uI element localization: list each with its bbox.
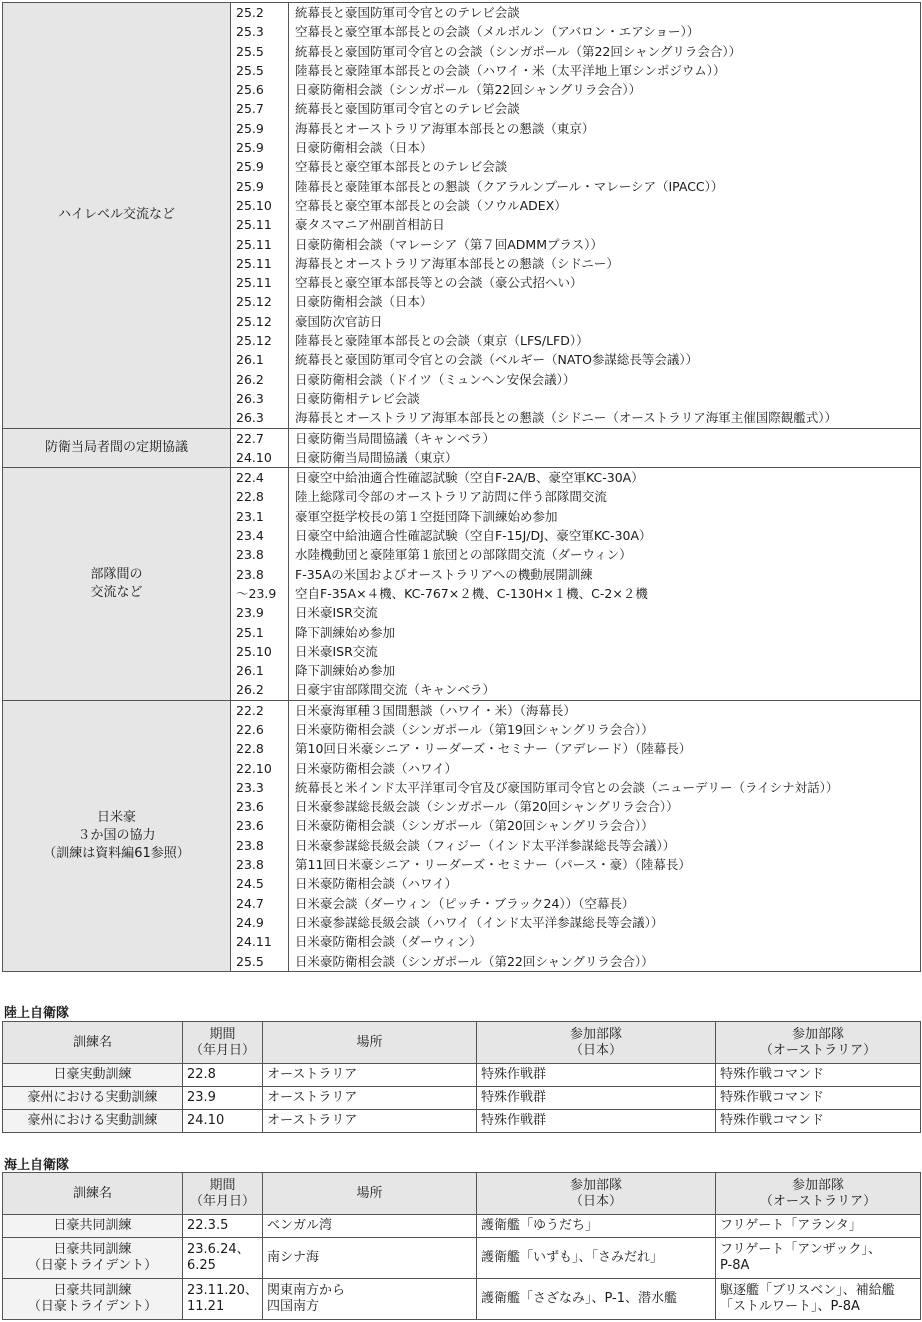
- entry-description: 日米豪防衛相会談（ハワイ）: [295, 760, 458, 776]
- entry-description: 日米豪ISR交流: [295, 605, 378, 621]
- entry-date: 25.6: [236, 82, 264, 98]
- cell-period: 22.8: [183, 1064, 263, 1087]
- entry-date: 23.8: [236, 837, 264, 853]
- cell-units-jp: 護衛艦「ゆうだち」: [477, 1215, 716, 1238]
- entry-date: 23.4: [236, 528, 264, 544]
- training-row: [3, 1238, 921, 1279]
- entry-description: 陸幕長と豪陸軍本部長との会談（東京（LFS/LFD））: [295, 333, 589, 349]
- date-column: [231, 468, 289, 701]
- category-label: [3, 3, 231, 429]
- entry-date: 25.11: [236, 217, 272, 233]
- date-column: [231, 700, 289, 971]
- entry-description: 日米豪海軍種３国間懇談（ハワイ・米）（海幕長）: [295, 702, 576, 718]
- cell-place: ベンガル湾: [263, 1215, 477, 1238]
- entry-description: 日豪宇宙部隊間交流（キャンベラ）: [295, 682, 496, 698]
- header-units-australia-text: 参加部隊 （オーストラリア）: [759, 1026, 877, 1058]
- entry-date: 25.10: [236, 643, 272, 659]
- entry-date: 25.11: [236, 275, 272, 291]
- cell-period: 23.11.20、 11.21: [183, 1279, 263, 1320]
- cell-place: オーストラリア: [263, 1064, 477, 1087]
- entry-date: 23.6: [236, 799, 264, 815]
- entry-date: 25.9: [236, 140, 264, 156]
- entry-description: 統幕長と豪国防軍司令官との会談（ベルギー（NATO参謀総長等会議））: [295, 352, 699, 368]
- entry-date: 25.11: [236, 255, 272, 271]
- category-group: [3, 3, 921, 429]
- cell-place: 関東南方から 四国南方: [263, 1279, 477, 1320]
- entry-date: 26.3: [236, 410, 264, 426]
- header-period: [183, 1173, 263, 1215]
- entry-date: 23.8: [236, 547, 264, 563]
- cell-units-jp: 特殊作戦群: [477, 1110, 716, 1133]
- gsdf-section-title: 陸上自衛隊: [4, 1006, 70, 1021]
- entry-date: 25.5: [236, 43, 264, 59]
- category-label: [3, 428, 231, 468]
- category-label: [3, 468, 231, 701]
- category-group: [3, 700, 921, 971]
- entry-date: 25.5: [236, 953, 264, 969]
- entry-description: 豪国防次官訪日: [295, 313, 383, 329]
- entry-description: 空自F-35A×４機、KC-767×２機、C-130H×１機、C-2×２機: [295, 585, 648, 601]
- category-group: [3, 468, 921, 701]
- header-units-japan-text: 参加部隊 （日本）: [569, 1026, 622, 1058]
- entry-description: F-35Aの米国およびオーストラリアへの機動展開訓練: [295, 566, 593, 582]
- entry-description: 日豪防衛当局間協議（キャンベラ）: [295, 430, 496, 446]
- entry-description: 日豪防衛相会談（シンガポール（第22回シャングリラ会合））: [295, 82, 642, 98]
- training-row: [3, 1110, 921, 1133]
- header-period: [183, 1022, 263, 1064]
- entry-description: 日豪防衛相テレビ会談: [295, 390, 420, 406]
- entry-date: 22.8: [236, 489, 264, 505]
- header-units-australia: [716, 1022, 921, 1064]
- entry-date: 25.2: [236, 5, 264, 20]
- entry-date: 24.9: [236, 914, 264, 930]
- header-units-australia: [716, 1173, 921, 1215]
- entry-description: 日米豪防衛相会談（シンガポール（第22回シャングリラ会合））: [295, 953, 654, 969]
- cell-name: 日豪共同訓練: [3, 1215, 183, 1238]
- header-units-australia-text: 参加部隊 （オーストラリア）: [759, 1177, 877, 1209]
- description-column: [289, 700, 921, 971]
- entry-date: 25.10: [236, 197, 272, 213]
- header-units-japan: [477, 1022, 716, 1064]
- cell-name: 日豪共同訓練 （日豪トライデント）: [3, 1238, 183, 1279]
- entry-description: 降下訓練始め参加: [295, 624, 396, 640]
- entry-date: 23.8: [236, 566, 264, 582]
- entry-date: 25.12: [236, 313, 272, 329]
- entry-date: 22.2: [236, 702, 264, 718]
- description-column: [289, 428, 921, 468]
- entry-description: 日豪防衛相会談（マレーシア（第７回ADMMプラス））: [295, 236, 603, 252]
- cell-period: 23.6.24、 6.25: [183, 1238, 263, 1279]
- entry-date: ～23.9: [236, 585, 277, 601]
- entry-date: 25.1: [236, 624, 264, 640]
- description-column: [289, 3, 921, 429]
- entry-description: 統幕長と米インド太平洋軍司令官及び豪国防軍司令官との会談（ニューデリー（ライシナ対話））: [295, 779, 839, 795]
- entry-description: 日豪空中給油適合性確認試験（空自F-2A/B、豪空軍KC-30A）: [295, 470, 644, 486]
- entry-description: 海幕長とオーストラリア海軍本部長との懇談（東京）: [295, 120, 595, 136]
- entry-description: 豪タスマニア州副首相訪日: [295, 217, 445, 233]
- entry-description: 第10回日米豪シニア・リーダーズ・セミナー（アデレード）（陸幕長）: [295, 741, 692, 757]
- entry-date: 24.10: [236, 449, 272, 465]
- entry-description: 海幕長とオーストラリア海軍本部長との懇談（シドニー）: [295, 255, 619, 271]
- header-training-name: 訓練名: [3, 1173, 183, 1215]
- cell-name: 豪州における実動訓練: [3, 1110, 183, 1133]
- entry-date: 23.9: [236, 605, 264, 621]
- cell-units-au: 駆逐艦「ブリスベン」、補給艦 「ストルワート」、P-8A: [716, 1279, 921, 1320]
- entry-date: 26.1: [236, 352, 264, 368]
- entry-description: 降下訓練始め参加: [295, 663, 396, 679]
- entry-description: 日豪防衛当局間協議（東京）: [295, 449, 458, 465]
- entry-description: 海幕長とオーストラリア海軍本部長との懇談（シドニー（オーストラリア海軍主催国際観艦式））: [295, 410, 838, 426]
- entry-date: 23.1: [236, 508, 264, 524]
- header-training-name: 訓練名: [3, 1022, 183, 1064]
- cell-units-au: 特殊作戦コマンド: [716, 1064, 921, 1087]
- entry-description: 日米豪参謀総長級会談（ハワイ（インド太平洋参謀総長等会議））: [295, 914, 664, 930]
- exchange-table: [2, 2, 921, 972]
- entry-description: 空幕長と豪空軍本部長との会談（メルボルン（アバロン・エアショー））: [295, 24, 700, 40]
- entry-description: 日豪防衛相会談（ドイツ（ミュンヘン安保会議））: [295, 371, 576, 387]
- entry-date: 26.2: [236, 371, 264, 387]
- msdf-section-title: 海上自衛隊: [4, 1158, 70, 1173]
- entry-description: 空幕長と豪空軍本部長との会談（ソウルADEX）: [295, 197, 567, 213]
- cell-place: オーストラリア: [263, 1110, 477, 1133]
- entry-date: 26.1: [236, 663, 264, 679]
- header-units-japan-text: 参加部隊 （日本）: [569, 1177, 622, 1209]
- header-period-text: 期間 （年月日）: [189, 1177, 255, 1209]
- entry-description: 日米豪防衛相会談（ハワイ）: [295, 876, 458, 892]
- entry-date: 24.11: [236, 934, 272, 950]
- cell-period: 24.10: [183, 1110, 263, 1133]
- description-column: [289, 468, 921, 701]
- entry-description: 空幕長と豪空軍本部長等との会談（豪公式招へい）: [295, 275, 583, 291]
- cell-period: 23.9: [183, 1087, 263, 1110]
- cell-place: 南シナ海: [263, 1238, 477, 1279]
- category-label: [3, 700, 231, 971]
- header-units-japan: [477, 1173, 716, 1215]
- entry-description: 陸幕長と豪陸軍本部長との会談（ハワイ・米（太平洋地上軍シンポジウム））: [295, 62, 726, 78]
- training-row: [3, 1064, 921, 1087]
- cell-units-jp: 護衛艦「いずも」、「さみだれ」: [477, 1238, 716, 1279]
- entry-description: 日豪防衛相会談（日本）: [295, 140, 433, 156]
- training-row: [3, 1215, 921, 1238]
- entry-description: 日米豪防衛相会談（ダーウィン）: [295, 934, 482, 950]
- header-period-text: 期間 （年月日）: [189, 1026, 255, 1058]
- gsdf-training-table: [2, 1021, 921, 1133]
- entry-description: 空幕長と豪空軍本部長とのテレビ会談: [295, 159, 508, 175]
- entry-description: 統幕長と豪国防軍司令官とのテレビ会談: [295, 101, 520, 117]
- entry-date: 26.2: [236, 682, 264, 698]
- entry-description: 日豪防衛相会談（日本）: [295, 294, 433, 310]
- cell-units-jp: 特殊作戦群: [477, 1064, 716, 1087]
- category-text: ハイレベル交流など: [57, 207, 175, 223]
- entry-date: 24.7: [236, 895, 264, 911]
- entry-date: 22.4: [236, 470, 264, 486]
- header-place: 場所: [263, 1173, 477, 1215]
- entry-description: 豪軍空挺学校長の第１空挺団降下訓練始め参加: [295, 508, 558, 524]
- entry-description: 日米豪参謀総長級会談（フィジー（インド太平洋参謀総長等会議））: [295, 837, 676, 853]
- cell-units-au: 特殊作戦コマンド: [716, 1087, 921, 1110]
- entry-date: 23.3: [236, 779, 264, 795]
- entry-description: 日豪空中給油適合性確認試験（空自F-15J/DJ、豪空軍KC-30A）: [295, 528, 652, 544]
- entry-date: 25.9: [236, 178, 264, 194]
- cell-units-jp: 護衛艦「さざなみ」、P-1、潜水艦: [477, 1279, 716, 1320]
- entry-date: 22.6: [236, 721, 264, 737]
- cell-units-au: 特殊作戦コマンド: [716, 1110, 921, 1133]
- entry-date: 23.8: [236, 857, 264, 873]
- entry-date: 25.3: [236, 24, 264, 40]
- entry-date: 22.7: [236, 430, 264, 446]
- entry-date: 24.5: [236, 876, 264, 892]
- training-row: [3, 1279, 921, 1320]
- entry-date: 25.5: [236, 62, 264, 78]
- entry-date: 25.12: [236, 333, 272, 349]
- msdf-training-table: [2, 1172, 921, 1320]
- entry-date: 22.8: [236, 741, 264, 757]
- entry-description: 陸幕長と豪陸軍本部長との懇談（クアラルンプール・マレーシア（IPACC））: [295, 178, 724, 194]
- cell-name: 豪州における実動訓練: [3, 1087, 183, 1110]
- training-row: [3, 1087, 921, 1110]
- entry-date: 22.10: [236, 760, 272, 776]
- category-text: 部隊間の 交流など: [90, 566, 143, 600]
- category-text: 日米豪 ３か国の協力 （訓練は資料編61参照）: [43, 809, 190, 861]
- entry-description: 日米豪ISR交流: [295, 643, 378, 659]
- cell-place: オーストラリア: [263, 1087, 477, 1110]
- entry-date: 25.9: [236, 159, 264, 175]
- entry-date: 25.12: [236, 294, 272, 310]
- entry-description: 日米豪会談（ダーウィン（ピッチ・ブラック24））（空幕長）: [295, 895, 635, 911]
- cell-units-au: フリゲート「アンザック」、 P-8A: [716, 1238, 921, 1279]
- header-place: 場所: [263, 1022, 477, 1064]
- entry-description: 統幕長と豪国防軍司令官とのテレビ会談: [295, 5, 520, 20]
- entry-description: 水陸機動団と豪陸軍第１旅団との部隊間交流（ダーウィン）: [295, 547, 632, 563]
- cell-units-au: フリゲート「アランタ」: [716, 1215, 921, 1238]
- entry-description: 日米豪参謀総長級会談（シンガポール（第20回シャングリラ会合））: [295, 799, 679, 815]
- cell-name: 日豪共同訓練 （日豪トライデント）: [3, 1279, 183, 1320]
- date-column: [231, 3, 289, 429]
- entry-date: 23.6: [236, 818, 264, 834]
- entry-date: 26.3: [236, 390, 264, 406]
- entry-date: 25.9: [236, 120, 264, 136]
- entry-description: 第11回日米豪シニア・リーダーズ・セミナー（パース・豪）（陸幕長）: [295, 857, 691, 873]
- date-column: [231, 428, 289, 468]
- entry-description: 日米豪防衛相会談（シンガポール（第19回シャングリラ会合））: [295, 721, 654, 737]
- cell-name: 日豪実動訓練: [3, 1064, 183, 1087]
- entry-date: 25.7: [236, 101, 264, 117]
- entry-date: 25.11: [236, 236, 272, 252]
- cell-period: 22.3.5: [183, 1215, 263, 1238]
- entry-description: 統幕長と豪国防軍司令官との会談（シンガポール（第22回シャングリラ会合））: [295, 43, 742, 59]
- entry-description: 陸上総隊司令部のオーストラリア訪問に伴う部隊間交流: [295, 489, 607, 505]
- category-text: 防衛当局者間の定期協議: [44, 439, 188, 455]
- category-group: [3, 428, 921, 468]
- entry-description: 日米豪防衛相会談（シンガポール（第20回シャングリラ会合））: [295, 818, 654, 834]
- cell-units-jp: 特殊作戦群: [477, 1087, 716, 1110]
